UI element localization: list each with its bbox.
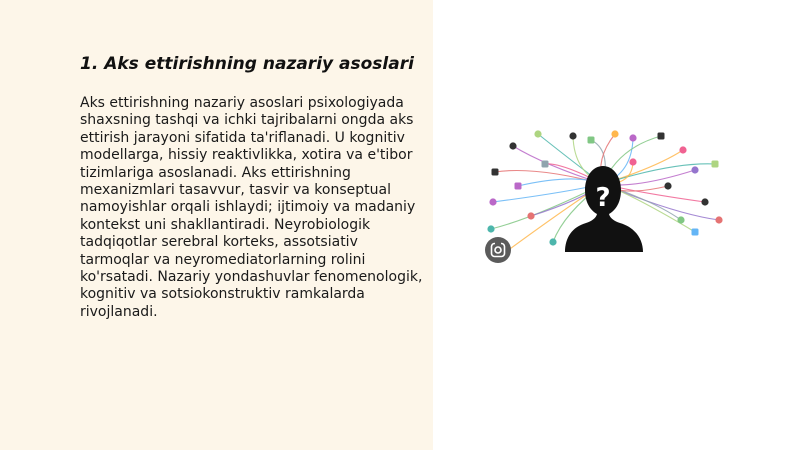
concept-icon <box>629 158 636 165</box>
concept-icon <box>549 238 556 245</box>
concept-icon <box>588 137 595 144</box>
lens-search-button[interactable] <box>485 237 511 263</box>
concept-icon <box>692 229 699 236</box>
concept-icon <box>691 166 698 173</box>
thought-illustration <box>483 124 728 264</box>
concept-icon <box>701 198 708 205</box>
concept-icon <box>611 130 618 137</box>
concept-icon <box>658 133 665 140</box>
concept-icon <box>515 183 522 190</box>
concept-icon <box>679 146 686 153</box>
concept-icon <box>534 130 541 137</box>
concept-icon <box>677 216 684 223</box>
lens-search-icon <box>485 237 511 263</box>
concept-icon <box>489 198 496 205</box>
concept-icon <box>542 161 549 168</box>
concept-icon <box>712 161 719 168</box>
concept-icon <box>509 142 516 149</box>
concept-icon <box>715 216 722 223</box>
concept-icon <box>492 169 499 176</box>
concept-icon <box>569 132 576 139</box>
concept-icon <box>487 225 494 232</box>
concept-icon <box>527 212 534 219</box>
slide-title: 1. Aks ettirishning nazariy asoslari <box>80 54 414 74</box>
concept-icon <box>664 182 671 189</box>
slide-body-text: Aks ettirishning nazariy asoslari psixologiyada shaxsning tashqi va ichki tajribalarni ongda aks ettirish jarayoni sifatida ta'riflanadi. U kognitiv modellarga, hissiy reaktivlikka, xotira va e'tibor tizimlariga asoslanadi. Aks ettirishning mexanizmlari tasavvur, tasvir va konseptual namoyishlar orqali ishlaydi; ijtimoiy va madaniy kontekst uni shakllantiradi. Neyrobiologik tadqiqotlar serebral korteks, assotsiativ tarmoqlar va neyromediatorlarning rolini ko'rsatadi. Nazariy yondashuvlar fenomenologik, kognitiv va sotsiokonstruktiv ramkalarda rivojlanadi. <box>80 95 423 320</box>
concept-icon <box>629 134 636 141</box>
question-mark-icon: ? <box>595 183 611 213</box>
